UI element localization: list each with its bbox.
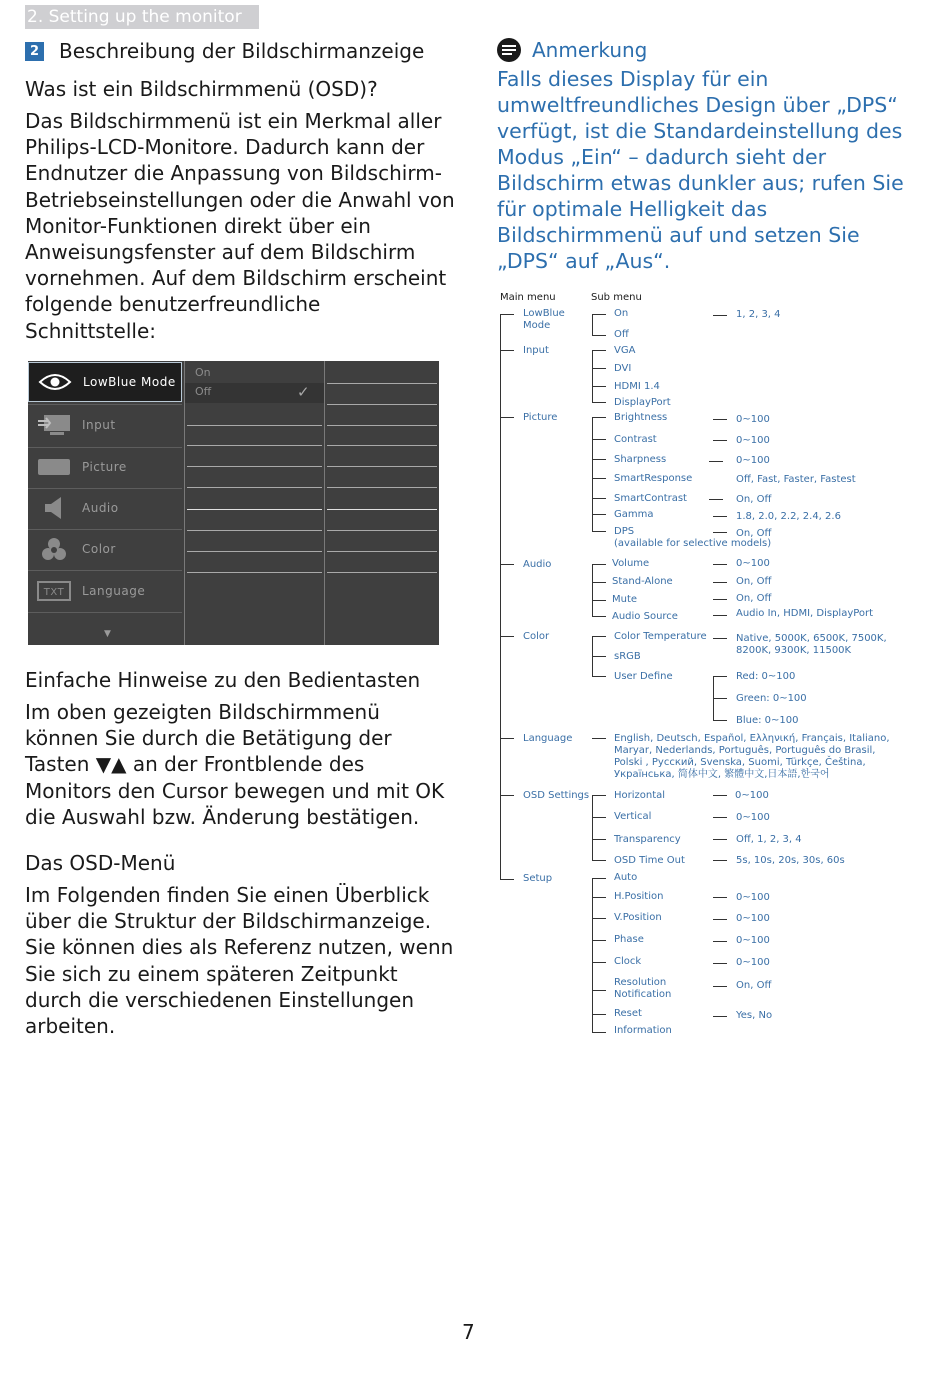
osd-sub-on: On — [195, 366, 211, 379]
tree-sub-horizontal: Horizontal — [614, 790, 666, 801]
hint-text-part-1: Im oben gezeigten Bildschirmmenü können Sie durch die Betätigung der Tasten — [25, 700, 392, 777]
arrow-keys-icon: ▼▲ — [95, 752, 127, 777]
tree-sub-clock: Clock — [614, 956, 642, 967]
section-tab: 2. Setting up the monitor — [25, 5, 259, 29]
picture-icon — [36, 455, 72, 479]
osd-item-lowblue — [28, 362, 182, 402]
tree-sub-volume: Volume — [612, 558, 650, 569]
tree-sub-v-position: V.Position — [614, 912, 662, 923]
tree-sub-off: Off — [614, 329, 629, 340]
tree-val-resolution: On, Off — [736, 980, 772, 991]
txt-icon — [36, 579, 72, 603]
tree-sub-auto: Auto — [614, 872, 638, 883]
tree-val-horizontal: 0~100 — [735, 790, 769, 801]
tree-main-input: Input — [523, 345, 549, 356]
page-number: 7 — [462, 1320, 475, 1344]
tree-sub-transparency: Transparency — [614, 834, 681, 845]
tree-main-picture: Picture — [523, 412, 558, 423]
osd-main-column — [28, 361, 184, 645]
osd-item-label: Picture — [82, 460, 127, 474]
tree-val-phase: 0~100 — [736, 935, 770, 946]
tree-main-audio: Audio — [523, 559, 552, 570]
tree-language-line-2: Maryar, Nederlands, Português, Português do Brasil, — [614, 745, 876, 756]
tree-val-h-position: 0~100 — [736, 892, 770, 903]
osd-menu-screenshot — [28, 361, 439, 645]
note-title: Anmerkung — [532, 38, 648, 62]
input-icon — [36, 413, 72, 437]
tree-sub-brightness: Brightness — [614, 412, 668, 423]
tree-sub-resolution-1: Resolution — [614, 977, 667, 988]
tree-sub-smartcontrast: SmartContrast — [614, 493, 687, 504]
tree-val-osd-time-out: 5s, 10s, 20s, 30s, 60s — [736, 855, 845, 866]
osd-menu-text: Im Folgenden finden Sie einen Überblick über die Struktur der Bildschirmanzeige. Sie können dies als Referenz nutzen, wenn Sie sich zu einem späteren Zeitpunkt durch die verschiedenen Einstellungen arbeiten. — [25, 883, 454, 1039]
tree-val-red: Red: 0~100 — [736, 671, 796, 682]
tree-sub-reset: Reset — [614, 1008, 642, 1019]
tree-sub-gamma: Gamma — [614, 509, 654, 520]
tree-val-v-position: 0~100 — [736, 913, 770, 924]
tree-val-volume: 0~100 — [736, 558, 770, 569]
tree-val-smartcontrast: On, Off — [736, 494, 772, 505]
tree-sub-on: On — [614, 308, 629, 319]
tree-val-standalone: On, Off — [736, 576, 772, 587]
osd-item-input — [28, 405, 182, 445]
tree-sub-resolution-2: Notification — [614, 989, 672, 1000]
tree-sub-vertical: Vertical — [614, 811, 652, 822]
osd-item-label: Color — [82, 542, 116, 556]
osd-item-label: Audio — [82, 501, 119, 515]
tree-main-osd-settings: OSD Settings — [523, 790, 590, 801]
note-heading — [497, 38, 647, 62]
osd-sub-off: Off — [195, 385, 212, 398]
tree-val-sharpness: 0~100 — [736, 455, 770, 466]
hint-text — [25, 699, 455, 830]
osd-item-label: Language — [82, 584, 146, 598]
osd-question-title: Was ist ein Bildschirmmenü (OSD)? — [25, 77, 378, 101]
hint-title: Einfache Hinweise zu den Bedientasten — [25, 668, 421, 692]
tree-dps-note: (available for selective models) — [614, 538, 772, 549]
tree-val-blue: Blue: 0~100 — [736, 715, 799, 726]
osd-question-text: Das Bildschirmmenü ist ein Merkmal aller Philips-LCD-Monitore. Dadurch kann der Endnutzer die Anpassung von Bildschirm-Betriebseinstellungen oder die Anwahl von Monitor-Funktionen direkt über ein Anweisungsfenster auf dem Bildschirm vornehmen. Auf dem Bildschirm erscheint folgende benutzerfreundliche Schnittstelle: — [25, 109, 455, 343]
tree-val-vertical: 0~100 — [736, 812, 770, 823]
speaker-icon — [36, 496, 72, 520]
tree-language-line-4: Українська, 简体中文, 繁體中文,日本語,한국어 — [614, 769, 830, 780]
tree-val-transparency: Off, 1, 2, 3, 4 — [736, 834, 802, 845]
note-icon — [497, 38, 521, 62]
tree-val-on: 1, 2, 3, 4 — [736, 309, 781, 320]
tree-language-line-1: English, Deutsch, Español, Ελληνική, Français, Italiano, — [614, 733, 890, 744]
section-number-badge: 2 — [25, 42, 44, 61]
tree-sub-contrast: Contrast — [614, 434, 657, 445]
tree-val-brightness: 0~100 — [736, 414, 770, 425]
tree-val-color-temp-1: Native, 5000K, 6500K, 7500K, — [736, 633, 887, 644]
tree-main-lowblue-1: LowBlue — [523, 308, 565, 319]
svg-text:TXT: TXT — [43, 587, 65, 598]
tree-sub-osd-time-out: OSD Time Out — [614, 855, 685, 866]
down-arrow-icon: ▼ — [104, 629, 111, 639]
tree-sub-header: Sub menu — [591, 292, 642, 303]
tree-language-line-3: Polski , Русский, Svenska, Suomi, Türkçe, Čeština, — [614, 757, 866, 768]
tree-sub-displayport: DisplayPort — [614, 397, 671, 408]
osd-item-picture — [28, 447, 182, 487]
checkmark-icon: ✓ — [297, 383, 310, 401]
tree-sub-audio-source: Audio Source — [612, 611, 678, 622]
tree-sub-smartresponse: SmartResponse — [614, 473, 693, 484]
tree-val-dps: On, Off — [736, 528, 772, 539]
osd-item-label: LowBlue Mode — [83, 375, 176, 389]
section-heading-row — [25, 36, 455, 66]
tree-sub-standalone: Stand-Alone — [612, 576, 673, 587]
tree-val-mute: On, Off — [736, 593, 772, 604]
osd-item-label: Input — [82, 418, 116, 432]
tree-sub-vga: VGA — [614, 345, 636, 356]
left-column — [25, 36, 455, 344]
osd-menu-title: Das OSD-Menü — [25, 851, 176, 876]
tree-sub-dvi: DVI — [614, 363, 632, 374]
tree-val-color-temp-2: 8200K, 9300K, 11500K — [736, 645, 852, 656]
tree-val-contrast: 0~100 — [736, 435, 770, 446]
tree-sub-color-temperature: Color Temperature — [614, 631, 707, 642]
tree-val-green: Green: 0~100 — [736, 693, 807, 704]
tree-sub-srgb: sRGB — [614, 651, 641, 662]
tree-main-header: Main menu — [500, 292, 556, 303]
note-text: Falls dieses Display für ein umweltfreundliches Design über „DPS“ verfügt, ist die Standardeinstellung des Modus „Ein“ – dadurch sieht der Bildschirm etwas dunkler aus; rufen Sie für optimale Helligkeit das Bildschirmmenü auf und setzen Sie „DPS“ auf „Aus“. — [497, 67, 904, 273]
eye-icon — [37, 370, 73, 394]
osd-item-language — [28, 571, 182, 611]
tree-sub-phase: Phase — [614, 934, 644, 945]
tree-val-reset: Yes, No — [736, 1010, 773, 1021]
osd-sub-column — [184, 361, 324, 645]
tree-main-language: Language — [523, 733, 573, 744]
section-heading: Beschreibung der Bildschirmanzeige — [59, 39, 425, 63]
tree-sub-dps: DPS — [614, 526, 635, 537]
tree-val-gamma: 1.8, 2.0, 2.2, 2.4, 2.6 — [736, 511, 841, 522]
tree-sub-sharpness: Sharpness — [614, 454, 667, 465]
tree-sub-hdmi: HDMI 1.4 — [614, 381, 660, 392]
tree-sub-mute: Mute — [612, 594, 638, 605]
tree-sub-user-define: User Define — [614, 671, 673, 682]
hint-text-part-2: an der Frontblende des Monitors den Cursor bewegen und mit OK die Auswahl bzw. Änderung bestätigen. — [25, 752, 445, 829]
tree-val-clock: 0~100 — [736, 957, 770, 968]
color-icon — [36, 537, 72, 561]
osd-item-color — [28, 529, 182, 569]
osd-item-audio — [28, 488, 182, 528]
osd-value-column — [324, 361, 439, 645]
osd-tree-diagram — [496, 290, 926, 1050]
tree-val-audio-source: Audio In, HDMI, DisplayPort — [736, 608, 874, 619]
tree-main-setup: Setup — [523, 873, 553, 884]
tree-val-smartresponse: Off, Fast, Faster, Fastest — [736, 474, 856, 485]
lower-left-text — [25, 667, 455, 1039]
tree-sub-h-position: H.Position — [614, 891, 664, 902]
tree-sub-information: Information — [614, 1025, 672, 1036]
tree-main-lowblue-2: Mode — [523, 320, 551, 331]
tree-main-color: Color — [523, 631, 550, 642]
